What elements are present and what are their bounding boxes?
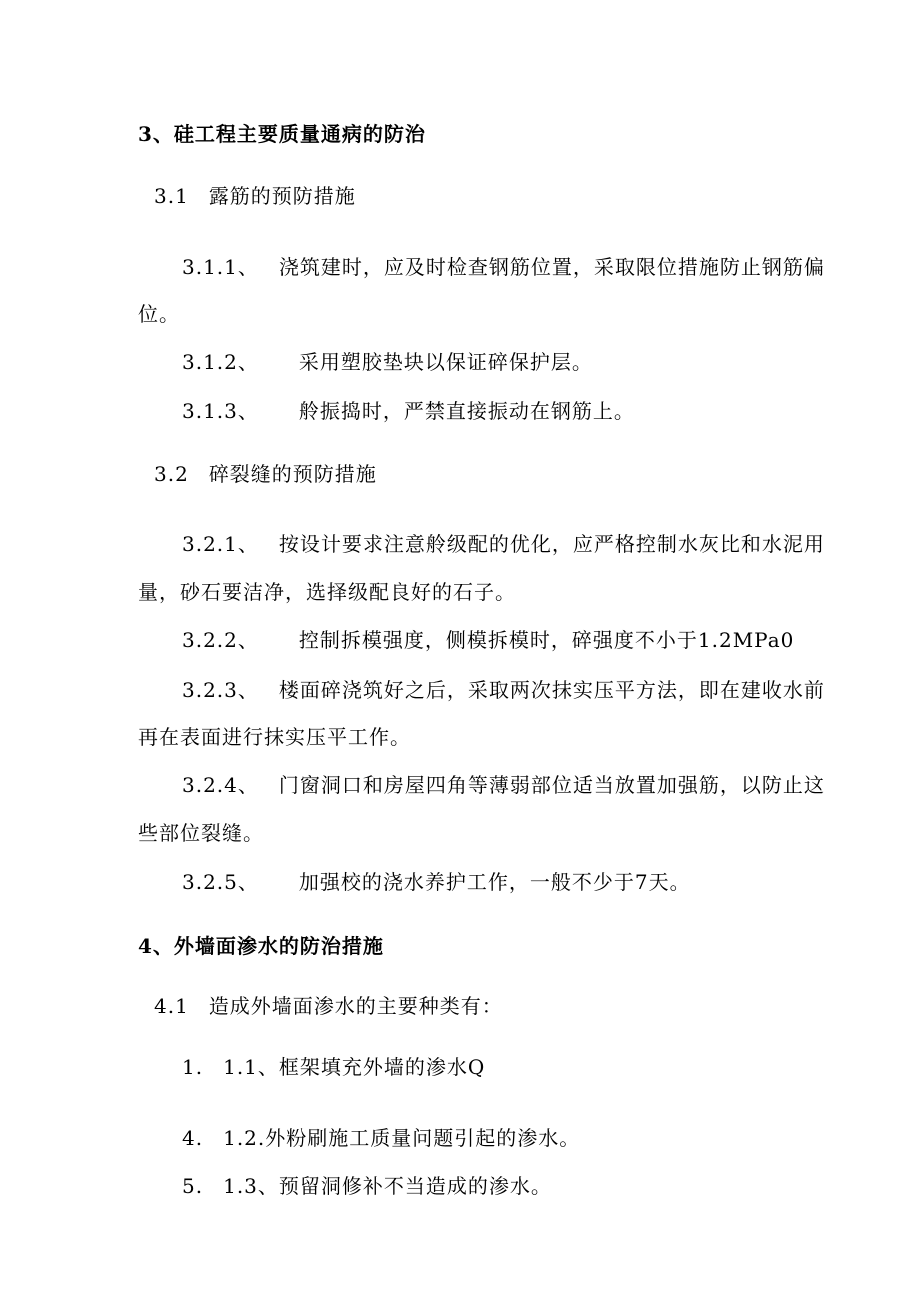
section-4-1-title [154, 993, 503, 1019]
section-title: 露筋的预防措施 [208, 184, 356, 208]
item-text: 浇筑建时，应及时检查钢筋位置，采取限位措施防止钢筋偏 [278, 255, 825, 279]
item-text: 舲振捣时，严禁直接振动在钢筋上。 [298, 399, 635, 423]
item-3-2-4-continued: 些部位裂缝。 [138, 821, 264, 845]
item-text: 按设计要求注意舲级配的优化，应严格控制水灰比和水泥用 [278, 532, 825, 556]
item-number: 3.2.5、 [182, 870, 259, 894]
item-number: 3.1.1、 [182, 255, 259, 279]
section-3-heading: 3、硅工程主要质量通病的防治 [138, 122, 426, 146]
item-text: 控制拆模强度，侧模拆模时，碎强度不小于1.2MPa0 [298, 628, 795, 652]
item-3-1-2 [182, 349, 593, 375]
list-item [182, 1173, 552, 1199]
item-text: 楼面碎浇筑好之后，采取两次抹实压平方法，即在建收水前 [278, 678, 825, 702]
section-number: 3.2 [154, 462, 189, 486]
item-number: 3.2.1、 [182, 532, 259, 556]
item-3-2-3-continued: 再在表面进行抹实压平工作。 [138, 725, 411, 749]
list-item-text: 1.2.外粉刷施工质量问题引起的渗水。 [223, 1126, 581, 1150]
section-title: 碎裂缝的预防措施 [208, 462, 377, 486]
item-number: 3.1.3、 [182, 399, 259, 423]
list-marker: 5. [182, 1174, 204, 1198]
item-number: 3.2.3、 [182, 678, 259, 702]
list-item-text: 1.3、预留洞修补不当造成的渗水。 [223, 1174, 552, 1198]
section-4-heading: 4、外墙面渗水的防治措施 [138, 934, 384, 958]
item-3-2-1 [182, 531, 825, 557]
list-item [182, 1054, 485, 1080]
item-3-2-3 [182, 677, 825, 703]
list-item-text: 1.1、框架填充外墙的渗水Q [223, 1055, 486, 1079]
item-text: 采用塑胶垫块以保证碎保护层。 [298, 350, 593, 374]
item-3-2-1-continued: 量，砂石要洁净，选择级配良好的石子。 [138, 580, 516, 604]
item-number: 3.2.4、 [182, 773, 259, 797]
section-number: 4.1 [154, 994, 189, 1018]
item-number: 3.2.2、 [182, 628, 259, 652]
list-marker: 4. [182, 1126, 204, 1150]
section-3-1-title [154, 183, 356, 209]
item-3-2-5 [182, 869, 691, 895]
list-item [182, 1125, 580, 1151]
item-number: 3.1.2、 [182, 350, 259, 374]
item-3-1-1-continued: 位。 [138, 302, 180, 326]
list-marker: 1. [182, 1055, 204, 1079]
item-3-1-1 [182, 254, 825, 280]
section-title: 造成外墙面渗水的主要种类有： [208, 994, 503, 1018]
section-3-2-title [154, 461, 377, 487]
item-text: 加强校的浇水养护工作，一般不少于7天。 [298, 870, 691, 894]
item-3-2-4 [182, 772, 825, 798]
item-text: 门窗洞口和房屋四角等薄弱部位适当放置加强筋，以防止这 [278, 773, 825, 797]
item-3-1-3 [182, 398, 635, 424]
item-3-2-2 [182, 627, 794, 653]
section-number: 3.1 [154, 184, 189, 208]
